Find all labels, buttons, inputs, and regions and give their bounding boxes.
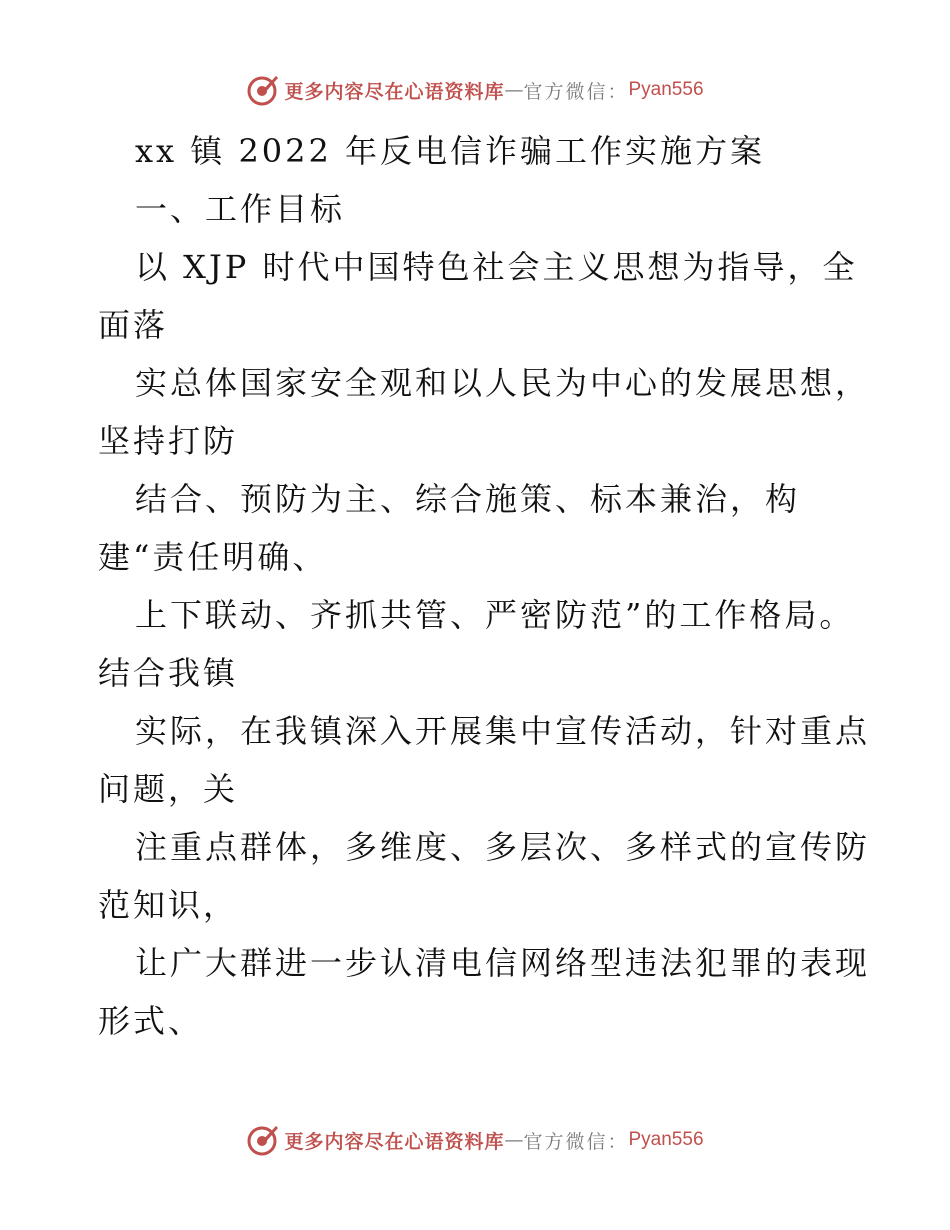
header-separator: — — [504, 79, 524, 101]
document-body — [98, 122, 871, 1050]
paragraph-line: 以 XJP 时代中国特色社会主义思想为指导，全 — [135, 248, 858, 286]
doc-title: xx 镇 2022 年反电信诈骗工作实施方案 — [135, 132, 766, 170]
paragraph-line: 建“责任明确、 — [98, 538, 328, 576]
paragraph-line: 坚持打防 — [98, 422, 239, 460]
paragraph-line: 形式、 — [98, 1002, 204, 1040]
footer-banner — [0, 1120, 950, 1160]
paragraph-line: 注重点群体，多维度、多层次、多样式的宣传防 — [135, 828, 871, 866]
footer-slogan: 更多内容尽在心语资料库 — [284, 1130, 505, 1153]
header-banner — [0, 70, 950, 110]
quill-logo-icon — [246, 73, 280, 107]
paragraph-line: 面落 — [98, 306, 169, 344]
paragraph-line: 结合我镇 — [98, 654, 239, 692]
footer-wechat-label: 官方微信： — [523, 1130, 629, 1153]
paragraph-line: 让广大群进一步认清电信网络型违法犯罪的表现 — [135, 944, 871, 982]
paragraph-line: 实总体国家安全观和以人民为中心的发展思想， — [135, 364, 871, 402]
paragraph-line: 实际，在我镇深入开展集中宣传活动，针对重点 — [135, 712, 871, 750]
header-slogan: 更多内容尽在心语资料库 — [284, 80, 505, 103]
header-wechat-id: Pyan556 — [628, 79, 704, 100]
footer-separator: — — [504, 1129, 524, 1151]
paragraph-line: 结合、预防为主、综合施策、标本兼治，构 — [135, 480, 801, 518]
header-wechat-label: 官方微信： — [523, 80, 629, 103]
paragraph-line: 问题，关 — [98, 770, 239, 808]
footer-wechat-id: Pyan556 — [628, 1129, 704, 1150]
paragraph-line: 上下联动、齐抓共管、严密防范”的工作格局。 — [135, 596, 855, 634]
section-heading: 一、工作目标 — [135, 190, 346, 228]
paragraph-line: 范知识， — [98, 886, 239, 924]
quill-logo-icon — [246, 1123, 280, 1157]
